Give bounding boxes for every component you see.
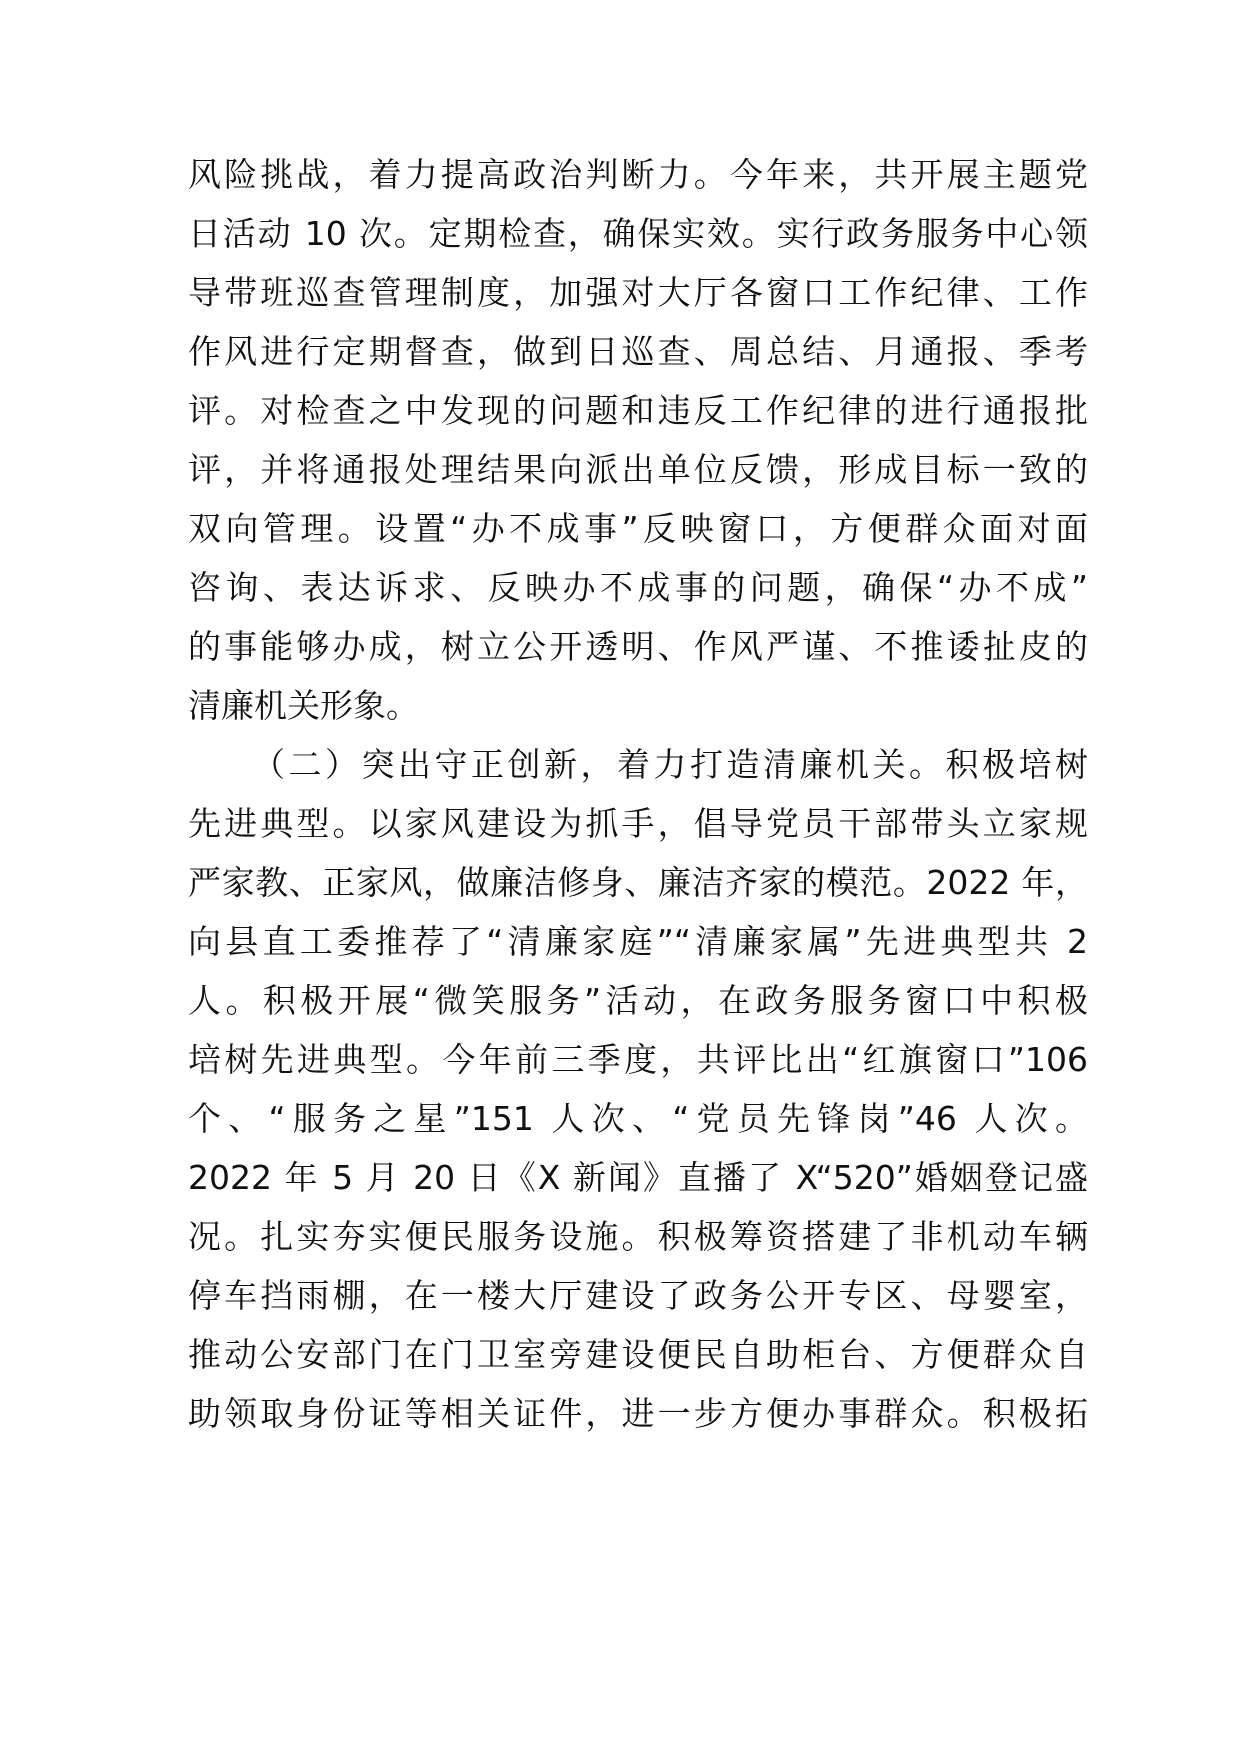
- text-line: 人。积极开展“微笑服务”活动，在政务服务窗口中积极: [188, 981, 1088, 1020]
- text-line: 咨询、表达诉求、反映办不成事的问题，确保“办不成”: [188, 568, 1088, 607]
- text-line: 评，并将通报处理结果向派出单位反馈，形成目标一致的: [188, 450, 1088, 489]
- text-line: 双向管理。设置“办不成事”反映窗口，方便群众面对面: [188, 509, 1088, 548]
- text-line: 助领取身份证等相关证件，进一步方便办事群众。积极拓: [188, 1394, 1088, 1433]
- text-line: 个、“服务之星”151 人次、“党员先锋岗”46 人次。: [188, 1099, 1088, 1138]
- text-line: 作风进行定期督查，做到日巡查、周总结、月通报、季考: [188, 332, 1088, 371]
- text-line: 推动公安部门在门卫室旁建设便民自助柜台、方便群众自: [188, 1335, 1088, 1374]
- text-line: 导带班巡查管理制度，加强对大厅各窗口工作纪律、工作: [188, 273, 1088, 312]
- text-line: 向县直工委推荐了“清廉家庭”“清廉家属”先进典型共 2: [188, 922, 1088, 961]
- paragraph-first-line: （二）突出守正创新，着力打造清廉机关。积极培树: [252, 745, 1088, 784]
- text-line: 培树先进典型。今年前三季度，共评比出“红旗窗口”106: [188, 1040, 1088, 1079]
- text-line: 的事能够办成，树立公开透明、作风严谨、不推诿扯皮的: [188, 627, 1088, 666]
- text-line: 先进典型。以家风建设为抓手，倡导党员干部带头立家规: [188, 804, 1088, 843]
- text-line: 况。扎实夯实便民服务设施。积极筹资搭建了非机动车辆: [188, 1217, 1088, 1256]
- text-line: 清廉机关形象。: [188, 686, 419, 725]
- text-line: 停车挡雨棚，在一楼大厅建设了政务公开专区、母婴室，: [188, 1276, 1088, 1315]
- text-line: 评。对检查之中发现的问题和违反工作纪律的进行通报批: [188, 391, 1088, 430]
- text-line: 日活动 10 次。定期检查，确保实效。实行政务服务中心领: [188, 214, 1088, 253]
- text-line: 2022 年 5 月 20 日《X 新闻》直播了 X“520”婚姻登记盛: [188, 1158, 1088, 1197]
- text-line: 风险挑战，着力提高政治判断力。今年来，共开展主题党: [188, 155, 1088, 194]
- text-line: 严家教、正家风，做廉洁修身、廉洁齐家的模范。2022 年，: [188, 863, 1088, 902]
